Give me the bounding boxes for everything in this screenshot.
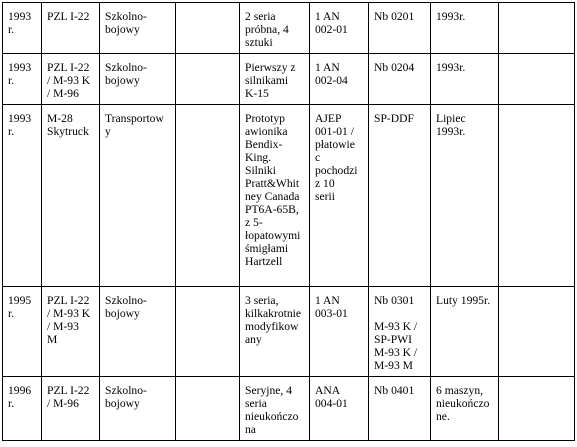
table-row <box>3 377 575 441</box>
cell-date <box>431 105 499 287</box>
cell-type <box>100 54 176 105</box>
cell-line: r. <box>8 74 15 87</box>
cell-line: silnikami <box>245 74 289 87</box>
cell-line: płatowie <box>315 138 355 151</box>
cell-line: Pratt&Whit <box>245 177 300 190</box>
cell-line: M <box>47 333 58 346</box>
cell-line: łopatowymi <box>245 229 301 242</box>
cell-line: 1993 <box>8 61 32 74</box>
cell-line: SP-DDF <box>374 112 414 125</box>
cell-line: 1993r. <box>436 10 466 23</box>
cell-serial <box>310 105 369 287</box>
cell-line: Nb 0204 <box>374 61 415 74</box>
cell-line: / M-93 K <box>47 307 91 320</box>
cell-type <box>100 377 176 441</box>
cell-date <box>431 54 499 105</box>
cell-line: kilkakrotnie <box>245 307 302 320</box>
cell-line: ney Canada <box>245 190 300 203</box>
cell-line: PZL I-22 <box>47 384 90 397</box>
aircraft-table <box>2 2 575 441</box>
cell-line: y <box>105 125 111 138</box>
cell-line: r. <box>8 397 15 410</box>
cell-line: sztuki <box>245 36 273 49</box>
cell-line: seria <box>245 397 267 410</box>
cell-line: M-28 <box>47 112 73 125</box>
cell-line: Transportow <box>105 112 164 125</box>
cell-blank <box>176 3 240 54</box>
cell-line: Prototyp <box>245 112 285 125</box>
cell-description <box>240 54 310 105</box>
cell-notes <box>499 105 575 287</box>
cell-line: bojowy <box>105 74 140 87</box>
cell-line: 1993r. <box>436 125 466 138</box>
cell-line: modyfikow <box>245 320 299 333</box>
cell-line: 1993 <box>8 10 32 23</box>
cell-line: c <box>315 151 321 164</box>
cell-line: z 10 <box>315 177 335 190</box>
cell-line: Lipiec <box>436 112 466 125</box>
cell-registration <box>369 287 431 377</box>
cell-line: 1993 <box>8 112 32 125</box>
cell-description <box>240 105 310 287</box>
cell-blank <box>176 377 240 441</box>
cell-line: r. <box>8 125 15 138</box>
cell-description <box>240 377 310 441</box>
cell-year <box>3 287 42 377</box>
cell-model <box>42 287 100 377</box>
cell-line: Nb 0201 <box>374 10 415 23</box>
cell-line: M-93 M <box>374 359 413 372</box>
cell-line: any <box>245 333 262 346</box>
cell-line: bojowy <box>105 307 140 320</box>
cell-year <box>3 377 42 441</box>
cell-registration <box>369 3 431 54</box>
table-row <box>3 105 575 287</box>
cell-serial <box>310 3 369 54</box>
cell-serial <box>310 377 369 441</box>
cell-line: 004-01 <box>315 397 348 410</box>
cell-line: Luty 1995r. <box>436 294 491 307</box>
cell-line: / M-96 <box>47 397 79 410</box>
cell-line: Nb 0301 <box>374 294 415 307</box>
cell-date <box>431 3 499 54</box>
cell-line <box>374 307 427 320</box>
cell-line: Bendix- <box>245 138 283 151</box>
cell-line: / M-96 <box>47 87 79 100</box>
cell-line: M-93 K / <box>374 320 418 333</box>
cell-line: / M-93 K <box>47 74 91 87</box>
cell-type <box>100 3 176 54</box>
table-body <box>3 3 575 441</box>
cell-blank <box>176 54 240 105</box>
cell-line: Skytruck <box>47 125 89 138</box>
cell-registration <box>369 54 431 105</box>
cell-line: PZL I-22 <box>47 61 90 74</box>
cell-line: 2 seria <box>245 10 276 23</box>
cell-model <box>42 377 100 441</box>
cell-line: 6 maszyn, <box>436 384 484 397</box>
cell-line: 1996 <box>8 384 32 397</box>
table-row <box>3 54 575 105</box>
cell-notes <box>499 377 575 441</box>
cell-line: 001-01 / <box>315 125 354 138</box>
cell-line: Szkolno- <box>105 384 147 397</box>
cell-notes <box>499 3 575 54</box>
cell-line: Szkolno- <box>105 61 147 74</box>
cell-line: 1993r. <box>436 61 466 74</box>
cell-description <box>240 3 310 54</box>
cell-line: AJEP <box>315 112 342 125</box>
cell-line: SP-PWI <box>374 333 413 346</box>
cell-type <box>100 105 176 287</box>
cell-blank <box>176 287 240 377</box>
cell-line: M-93 K / <box>374 346 418 359</box>
cell-line: Hartzell <box>245 255 283 268</box>
cell-line: 1 AN <box>315 294 340 307</box>
cell-date <box>431 287 499 377</box>
table-row <box>3 287 575 377</box>
cell-line: ne. <box>436 410 450 423</box>
cell-line: PZL I-22 <box>47 10 90 23</box>
cell-serial <box>310 287 369 377</box>
cell-line: pochodzi <box>315 164 358 177</box>
cell-line: Nb 0401 <box>374 384 415 397</box>
cell-model <box>42 3 100 54</box>
cell-year <box>3 54 42 105</box>
cell-line: na <box>245 423 256 436</box>
cell-line: serii <box>315 190 335 203</box>
cell-line: King. <box>245 151 272 164</box>
cell-line: 1995 <box>8 294 32 307</box>
cell-line: Seryjne, 4 <box>245 384 293 397</box>
cell-line: 002-04 <box>315 74 348 87</box>
cell-line: z 5- <box>245 216 263 229</box>
cell-line: próbna, 4 <box>245 23 289 36</box>
cell-year <box>3 3 42 54</box>
cell-serial <box>310 54 369 105</box>
table-row <box>3 3 575 54</box>
cell-line: / M-93 <box>47 320 79 333</box>
cell-line: r. <box>8 307 15 320</box>
cell-blank <box>176 105 240 287</box>
cell-line: 1 AN <box>315 10 340 23</box>
cell-registration <box>369 377 431 441</box>
cell-line: r. <box>8 23 15 36</box>
cell-line: Szkolno- <box>105 294 147 307</box>
cell-line: nieukończo <box>245 410 299 423</box>
cell-model <box>42 54 100 105</box>
cell-notes <box>499 54 575 105</box>
cell-year <box>3 105 42 287</box>
cell-line: 3 seria, <box>245 294 279 307</box>
cell-line: bojowy <box>105 397 140 410</box>
cell-line: ANA <box>315 384 341 397</box>
cell-line: 1 AN <box>315 61 340 74</box>
cell-date <box>431 377 499 441</box>
cell-line: bojowy <box>105 23 140 36</box>
cell-line: PZL I-22 <box>47 294 90 307</box>
cell-line: awionika <box>245 125 288 138</box>
cell-line: K-15 <box>245 87 269 100</box>
cell-line: 003-01 <box>315 307 348 320</box>
cell-type <box>100 287 176 377</box>
cell-line: PT6A-65B, <box>245 203 299 216</box>
cell-line: 002-01 <box>315 23 348 36</box>
cell-notes <box>499 287 575 377</box>
cell-line: Pierwszy z <box>245 61 296 74</box>
cell-line: Szkolno- <box>105 10 147 23</box>
cell-model <box>42 105 100 287</box>
cell-line: śmigłami <box>245 242 289 255</box>
cell-line: nieukończo <box>436 397 490 410</box>
cell-line: Silniki <box>245 164 276 177</box>
cell-description <box>240 287 310 377</box>
cell-registration <box>369 105 431 287</box>
